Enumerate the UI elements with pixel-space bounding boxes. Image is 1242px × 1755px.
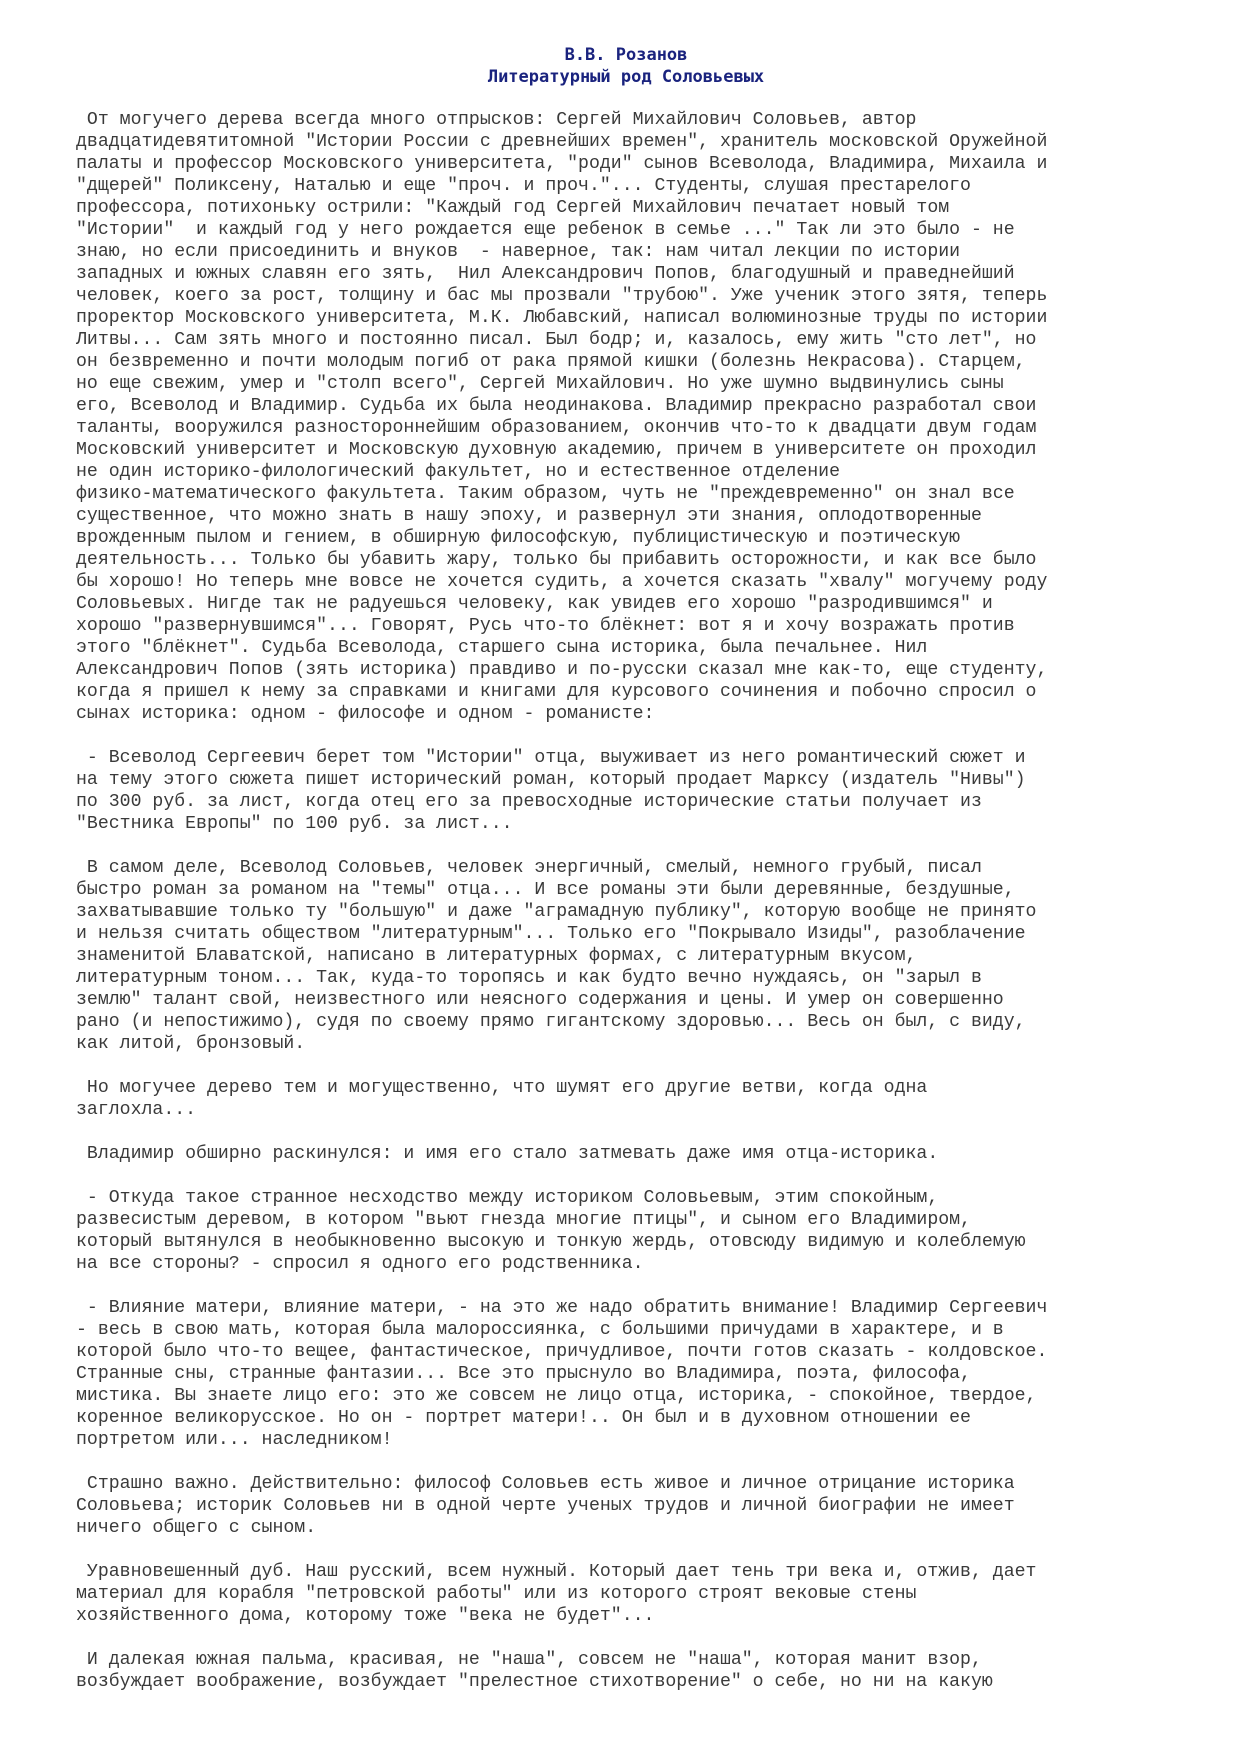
text-line: человек, коего за рост, толщину и бас мы прозвали "трубою". Уже ученик этого зятя, теперь [76, 286, 1048, 306]
text-line: которой было что-то вещее, фантастическое, причудливое, почти готов сказать - колдовское. [76, 1342, 1048, 1362]
author-name: В.В. Розанов [564, 45, 688, 65]
text-line: но еще свежим, умер и "столп всего", Сергей Михайлович. Но уже шумно выдвинулись сыны [76, 374, 1004, 394]
text-line: таланты, вооружился разностороннейшим образованием, окончив что-то к двадцати двум годам [76, 418, 1037, 438]
text-line: Московский университет и Московскую духовную академию, причем в университете он проходил [76, 440, 1037, 460]
text-line: он безвременно и почти молодым погиб от рака прямой кишки (болезнь Некрасова). Старцем, [76, 352, 1026, 372]
text-line: хозяйственного дома, которому тоже "века не будет"... [76, 1606, 655, 1626]
text-line: Странные сны, странные фантазии... Все это прыснуло во Владимира, поэта, философа, [76, 1364, 971, 1384]
text-line: знаю, но если присоединить и внуков - наверное, так: нам читал лекции по истории [76, 242, 961, 262]
document-title: Литературный род Соловьевых [487, 67, 765, 87]
paragraph [76, 1077, 1206, 1121]
text-line: профессора, потихоньку острили: "Каждый год Сергей Михайлович печатает новый том [76, 198, 950, 218]
text-line: "Вестника Европы" по 100 руб. за лист... [76, 814, 513, 834]
text-line: бы хорошо! Но теперь мне вовсе не хочется судить, а хочется сказать "хвалу" могучему роду [76, 572, 1048, 592]
text-line: Соловьева; историк Соловьев ни в одной черте ученых трудов и личной биографии не имеет [76, 1496, 1015, 1516]
text-line: по 300 руб. за лист, когда отец его за превосходные исторические статьи получает из [76, 792, 982, 812]
text-line: сынах историка: одном - философе и одном - романисте: [76, 704, 655, 724]
text-line: Но могучее дерево тем и могущественно, что шумят его другие ветви, когда одна [76, 1078, 928, 1098]
text-line: существенное, что можно знать в нашу эпоху, и развернул эти знания, оплодотворенные [76, 506, 982, 526]
text-line: западных и южных славян его зять, Нил Александрович Попов, благодушный и праведнейший [76, 264, 1015, 284]
text-line: Соловьевых. Нигде так не радуешься человеку, как увидев его хорошо "разродившимся" и [76, 594, 993, 614]
document-page [76, 44, 1206, 1715]
text-line: Александрович Попов (зять историка) правдиво и по-русски сказал мне как-то, еще студенту, [76, 660, 1048, 680]
text-line: И далекая южная пальма, красивая, не "наша", совсем не "наша", которая манит взор, [76, 1650, 982, 1670]
text-line: врожденным пылом и гением, в обширную философскую, публицистическую и поэтическую [76, 528, 961, 548]
text-line: - Откуда такое странное несходство между историком Соловьевым, этим спокойным, [76, 1188, 939, 1208]
text-line: не один историко-филологический факультет, но и естественное отделение [76, 462, 840, 482]
text-line: мистика. Вы знаете лицо его: это же совсем не лицо отца, историка, - спокойное, твердое, [76, 1386, 1037, 1406]
text-line: его, Всеволод и Владимир. Судьба их была неодинакова. Владимир прекрасно разработал свои [76, 396, 1037, 416]
paragraph [76, 857, 1206, 1055]
text-line: двадцатидевятитомной "Истории России с древнейших времен", хранитель московской Оружейной [76, 132, 1048, 152]
text-line: портретом или... наследником! [76, 1430, 393, 1450]
text-line: ничего общего с сыном. [76, 1518, 317, 1538]
text-line: развесистым деревом, в котором "вьют гнезда многие птицы", и сыном его Владимиром, [76, 1210, 971, 1230]
text-line: Страшно важно. Действительно: философ Соловьев есть живое и личное отрицание историка [76, 1474, 1015, 1494]
paragraph [76, 1561, 1206, 1627]
paragraph [76, 747, 1206, 835]
text-line: проректор Московского университета, М.К. Любавский, написал волюминозные труды по истории [76, 308, 1048, 328]
paragraph [76, 1297, 1206, 1451]
paragraph [76, 109, 1206, 725]
text-line: и нельзя считать обществом "литературным"... Только его "Покрывало Изиды", разоблачение [76, 924, 1026, 944]
paragraph [76, 1649, 1206, 1693]
paragraph [76, 1473, 1206, 1539]
text-line: - весь в свою мать, которая была малороссиянка, с большими причудами в характере, и в [76, 1320, 1004, 1340]
text-line: заглохла... [76, 1100, 197, 1120]
text-line: "Истории" и каждый год у него рождается еще ребенок в семье ..." Так ли это было - не [76, 220, 1015, 240]
text-line: физико-математического факультета. Таким образом, чуть не "преждевременно" он знал все [76, 484, 1015, 504]
paragraph [76, 1143, 1206, 1165]
text-line: палаты и профессор Московского университета, "роди" сынов Всеволода, Владимира, Михаила и [76, 154, 1048, 174]
text-line: возбуждает воображение, возбуждает "прелестное стихотворение" о себе, но ни на какую [76, 1672, 993, 1692]
text-line: В самом деле, Всеволод Соловьев, человек энергичный, смелый, немного грубый, писал [76, 858, 982, 878]
text-line: хорошо "развернувшимся"... Говорят, Русь что-то блёкнет: вот я и хочу возражать против [76, 616, 1015, 636]
text-line: на тему этого сюжета пишет исторический роман, который продает Марксу (издатель "Нивы") [76, 770, 1026, 790]
text-line: коренное великорусское. Но он - портрет матери!.. Он был и в духовном отношении ее [76, 1408, 971, 1428]
text-line: деятельность... Только бы убавить жару, только бы прибавить осторожности, и как все было [76, 550, 1037, 570]
text-line: - Всеволод Сергеевич берет том "Истории" отца, выуживает из него романтический сюжет и [76, 748, 1026, 768]
document-header [76, 44, 1176, 88]
text-line: на все стороны? - спросил я одного его родственника. [76, 1254, 644, 1274]
text-line: знаменитой Блаватской, написано в литературных формах, с литературным вкусом, [76, 946, 917, 966]
text-line: когда я пришел к нему за справками и книгами для курсового сочинения и побочно спросил о [76, 682, 1037, 702]
text-line: как литой, бронзовый. [76, 1034, 306, 1054]
text-line: который вытянулся в необыкновенно высокую и тонкую жердь, отовсюду видимую и колеблемую [76, 1232, 1026, 1252]
text-line: "дщерей" Поликсену, Наталью и еще "проч. и проч."... Студенты, слушая престарелого [76, 176, 971, 196]
document-body [76, 109, 1206, 1693]
text-line: землю" талант свой, неизвестного или неясного содержания и цены. И умер он совершенно [76, 990, 1004, 1010]
text-line: - Влияние матери, влияние матери, - на это же надо обратить внимание! Владимир Сергеевич [76, 1298, 1048, 1318]
text-line: Владимир обширно раскинулся: и имя его стало затмевать даже имя отца-историка. [76, 1144, 939, 1164]
text-line: этого "блёкнет". Судьба Всеволода, старшего сына историка, была печальнее. Нил [76, 638, 928, 658]
text-line: рано (и непостижимо), судя по своему прямо гигантскому здоровью... Весь он был, с виду, [76, 1012, 1026, 1032]
text-line: материал для корабля "петровской работы" или из которого строят вековые стены [76, 1584, 917, 1604]
paragraph [76, 1187, 1206, 1275]
text-line: литературным тоном... Так, куда-то торопясь и как будто вечно нуждаясь, он "зарыл в [76, 968, 982, 988]
text-line: Литвы... Сам зять много и постоянно писал. Был бодр; и, казалось, ему жить "сто лет", но [76, 330, 1037, 350]
text-line: быстро роман за романом на "темы" отца... И все романы эти были деревянные, бездушные, [76, 880, 1015, 900]
text-line: захватывавшие только ту "большую" и даже "аграмадную публику", которую вообще не принято [76, 902, 1037, 922]
text-line: Уравновешенный дуб. Наш русский, всем нужный. Который дает тень три века и, отжив, дает [76, 1562, 1037, 1582]
text-line: От могучего дерева всегда много отпрысков: Сергей Михайлович Соловьев, автор [76, 110, 917, 130]
